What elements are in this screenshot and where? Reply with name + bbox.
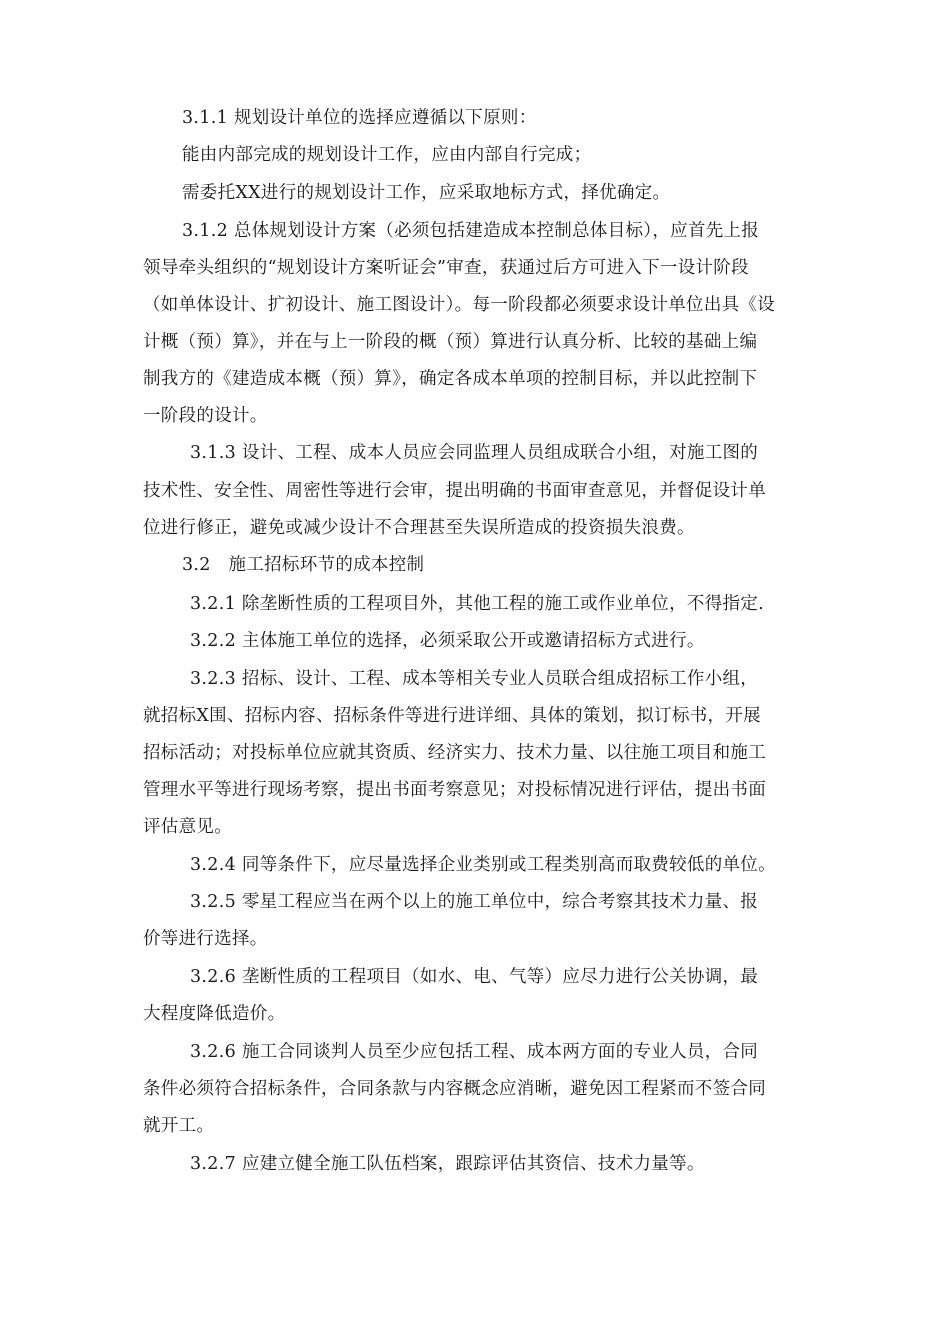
paragraph-line: 需委托XX进行的规划设计工作，应采取地标方式，择优确定。 [182, 183, 671, 203]
paragraph-line: 位进行修正，避免或减少设计不合理甚至失误所造成的投资损失浪费。 [143, 518, 695, 538]
section-heading: 3.2 施工招标环节的成本控制 [182, 555, 425, 575]
paragraph-line: 制我方的《建造成本概（预）算》，确定各成本单项的控制目标，并以此控制下 [143, 369, 758, 389]
paragraph-line: 价等进行选择。 [143, 929, 268, 949]
paragraph-line: 评估意见。 [143, 817, 232, 837]
paragraph-line: 一阶段的设计。 [143, 406, 268, 426]
paragraph-line: 就招标X围、招标内容、招标条件等进行进详细、具体的策划，拟订标书，开展 [143, 706, 761, 726]
paragraph-line: 招标活动；对投标单位应就其资质、经济实力、技术力量、以往施工项目和施工 [143, 743, 766, 763]
paragraph-line: 3.1.1 规划设计单位的选择应遵循以下原则： [182, 108, 537, 128]
paragraph-line: （如单体设计、扩初设计、施工图设计）。每一阶段都必须要求设计单位出具《设 [143, 295, 776, 315]
paragraph-line: 大程度降低造价。 [143, 1004, 286, 1024]
paragraph-line: 3.2.3 招标、设计、工程、成本等相关专业人员联合组成招标工作小组， [190, 669, 759, 689]
paragraph-line: 3.1.2 总体规划设计方案（必须包括建造成本控制总体目标），应首先上报 [182, 221, 760, 241]
paragraph-line: 3.2.2 主体施工单位的选择，必须采取公开或邀请招标方式进行。 [190, 631, 705, 651]
paragraph-line: 技术性、安全性、周密性等进行会审，提出明确的书面审查意见，并督促设计单 [143, 481, 766, 501]
paragraph-line: 3.2.6 施工合同谈判人员至少应包括工程、成本两方面的专业人员，合同 [190, 1042, 759, 1062]
paragraph-line: 3.2.5 零星工程应当在两个以上的施工单位中，综合考察其技术力量、报 [190, 892, 759, 912]
paragraph-line: 计概（预）算》，并在与上一阶段的概（预）算进行认真分析、比较的基础上编 [143, 332, 758, 352]
paragraph-line: 3.2.7 应建立健全施工队伍档案，跟踪评估其资信、技术力量等。 [190, 1154, 705, 1174]
paragraph-line: 能由内部完成的规划设计工作，应由内部自行完成； [182, 145, 592, 165]
paragraph-line: 领导牵头组织的“规划设计方案听证会”审查，获通过后方可进入下一设计阶段 [143, 258, 749, 278]
paragraph-line: 3.2.4 同等条件下，应尽量选择企业类别或工程类别高而取费较低的单位。 [190, 855, 776, 875]
paragraph-line: 3.1.3 设计、工程、成本人员应会同监理人员组成联合小组，对施工图的 [190, 443, 759, 463]
paragraph-line: 3.2.1 除垄断性质的工程项目外，其他工程的施工或作业单位，不得指定. [190, 594, 764, 614]
paragraph-line: 3.2.6 垄断性质的工程项目（如水、电、气等）应尽力进行公关协调，最 [190, 967, 759, 987]
paragraph-line: 条件必须符合招标条件，合同条款与内容概念应消晰，避免因工程紧而不签合同 [143, 1079, 766, 1099]
paragraph-line: 管理水平等进行现场考察，提出书面考察意见；对投标情况进行评估，提出书面 [143, 780, 766, 800]
paragraph-line: 就开工。 [143, 1116, 215, 1136]
